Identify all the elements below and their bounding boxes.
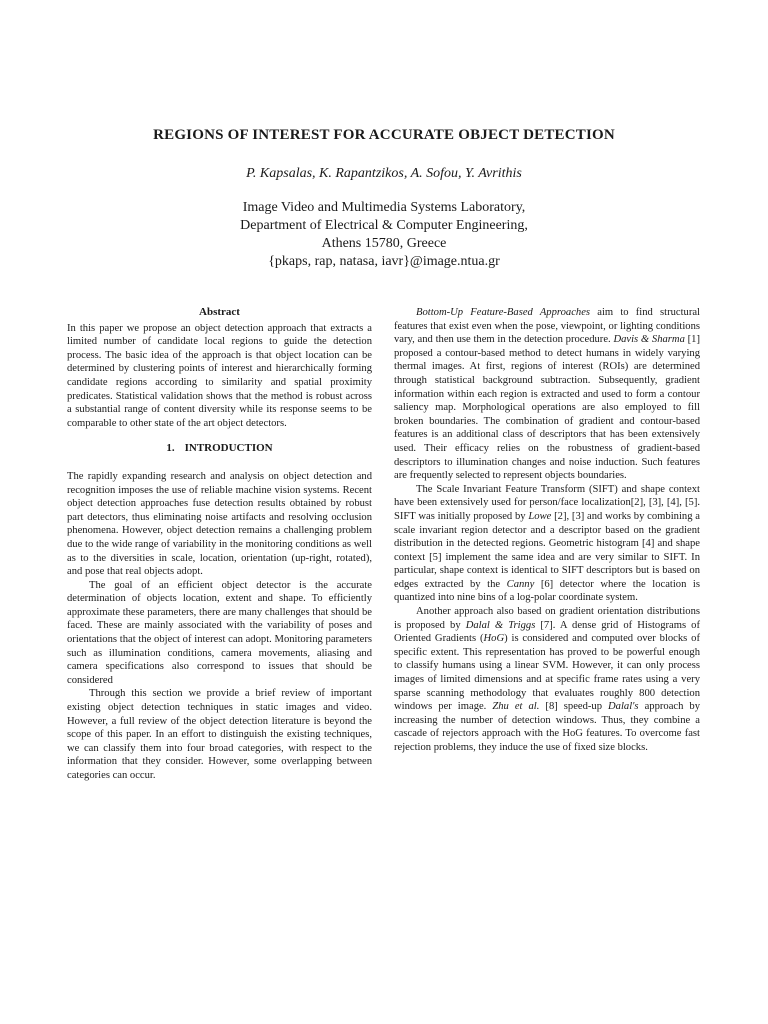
text-run: [8] speed-up xyxy=(539,701,609,713)
text-run: [1] proposed a contour-based method to detect humans in widely varying thermal images. At first, regions of interest (ROIs) are determined through statistical background subtraction. Subsequently, gradient information within each region is extracted and used to form a contour saliency map. Morphological operations are also employed to fill broken boundaries. The combination of gradient and contour-based features is an additional class of descriptors that has been extensively used. Their efficacy relies on the robustness of gradient-based descriptors to illumination changes and noise induction. Such features are frequently selected to represent objects boundaries. xyxy=(394,334,700,482)
italic-term: Canny xyxy=(506,578,535,590)
italic-term: Dalal's xyxy=(608,701,639,713)
right-paragraph-1 xyxy=(394,306,700,483)
italic-term: HoG xyxy=(483,633,505,645)
right-column xyxy=(394,306,700,755)
intro-paragraph-1: The rapidly expanding research and analysis on object detection and recognition imposes the use of reliable machine vision systems. Recent object detection approaches fuse detection results obtained by robust part detectors, thus eliminating noise artifacts and resolving occlusion phenomena. However, object detection remains a challenging problem due to the wide range of variability in the monitoring conditions as well as to the diversities in scale, location, orientation (up-right, rotated), and pose that real objects adopt. xyxy=(67,470,372,578)
introduction-heading xyxy=(67,442,372,456)
author-list: P. Kapsalas, K. Rapantzikos, A. Sofou, Y. Avrithis xyxy=(246,166,522,181)
text-run: [2], [3] and works by combining a scale invariant region detector and a descriptor based on the gradient distribution in the detected regions. Geometric histogram [4] and shape context [5] implement the same idea and are very similar to SIFT. In particular, shape context is identical to SIFT descriptors but is based on edges extracted by the xyxy=(394,510,700,590)
abstract-heading: Abstract xyxy=(199,306,240,318)
intro-paragraph-2: The goal of an efficient object detector is the accurate determination of objects location, extent and shape. To efficiently approximate these parameters, there are many challenges that should be faced. These are mainly associated with the variability of poses and orientations that the object of interest can adopt. Monitoring parameters such as illumination conditions, camera movements, aliasing and camera specifications also correspond to issues that should be considered xyxy=(67,579,372,686)
text-run: ) is considered and computed over blocks of specific extent. This representation has proved to be powerful enough to classify humans using a linear SVM. However, it can only process images of limited dimensions and at specific frame rates using a very sparse scanning methodology that evaluates roughly 800 detection windows per image. xyxy=(394,633,700,713)
italic-term: Zhu et al. xyxy=(492,701,540,713)
intro-paragraph-3: Through this section we provide a brief review of important existing object detection techniques in static images and video. However, a full review of the object detection literature is beyond the scope of this paper. In an effort to distinguish the existing techniques, we can classify them into four broad categories, with respect to the information that they consider. However, some overlapping between categories can occur. xyxy=(67,688,372,781)
right-paragraph-3 xyxy=(394,605,700,755)
right-paragraph-2 xyxy=(394,483,700,605)
affiliation-city: Athens 15780, Greece xyxy=(321,236,447,251)
section-title: INTRODUCTION xyxy=(184,442,273,455)
abstract-text: In this paper we propose an object detection approach that extracts a limited number of candidate local regions to guide the detection process. The basic idea of the approach is that object location can be determined by clustering points of interest and hierarchically forming candidate regions according to similarity and spatial proximity predicates. Statistical validation shows that the method is robust across a substantial range of content diversity while its response seems to be comparable to other state of the art object detectors. xyxy=(67,322,372,429)
paper-title: REGIONS OF INTEREST FOR ACCURATE OBJECT DETECTION xyxy=(153,127,615,143)
text-run: Another approach also based on gradient orientation distributions is proposed by xyxy=(394,606,700,631)
italic-term: Bottom-Up Feature-Based Approaches xyxy=(416,307,591,318)
italic-term: Davis & Sharma xyxy=(613,334,685,346)
affiliation-department: Department of Electrical & Computer Engineering, xyxy=(240,218,528,233)
affiliation-block xyxy=(0,199,768,271)
text-run: The Scale Invariant Feature Transform (SIFT) and shape context have been extensively used for person/face localization[2], [3], [4], [5]. SIFT was initially proposed by xyxy=(394,483,700,522)
left-column xyxy=(67,306,372,783)
italic-term: Lowe xyxy=(528,510,552,522)
affiliation-lab: Image Video and Multimedia Systems Laboratory, xyxy=(242,200,526,215)
text-run: aim to find structural features that exist even when the pose, viewpoint, or lighting conditions vary, and then use them in the detection procedure. xyxy=(394,307,701,346)
text-run: [7]. A dense grid of Histograms of Oriented Gradients ( xyxy=(394,619,700,645)
affiliation-emails: {pkaps, rap, natasa, iavr}@image.ntua.gr xyxy=(268,254,500,269)
section-number: 1. xyxy=(166,442,175,455)
italic-term: Dalal & Triggs xyxy=(465,619,536,631)
text-run: approach by increasing the number of detection windows. Thus, they combine a cascade of rejectors approach with the HoG features. To overcome fast rejection problems, they induce the use of fixed size blocks. xyxy=(394,701,700,753)
text-run: [6] detector where the location is quantized into nine bins of a log-polar coordinate system. xyxy=(394,578,700,604)
